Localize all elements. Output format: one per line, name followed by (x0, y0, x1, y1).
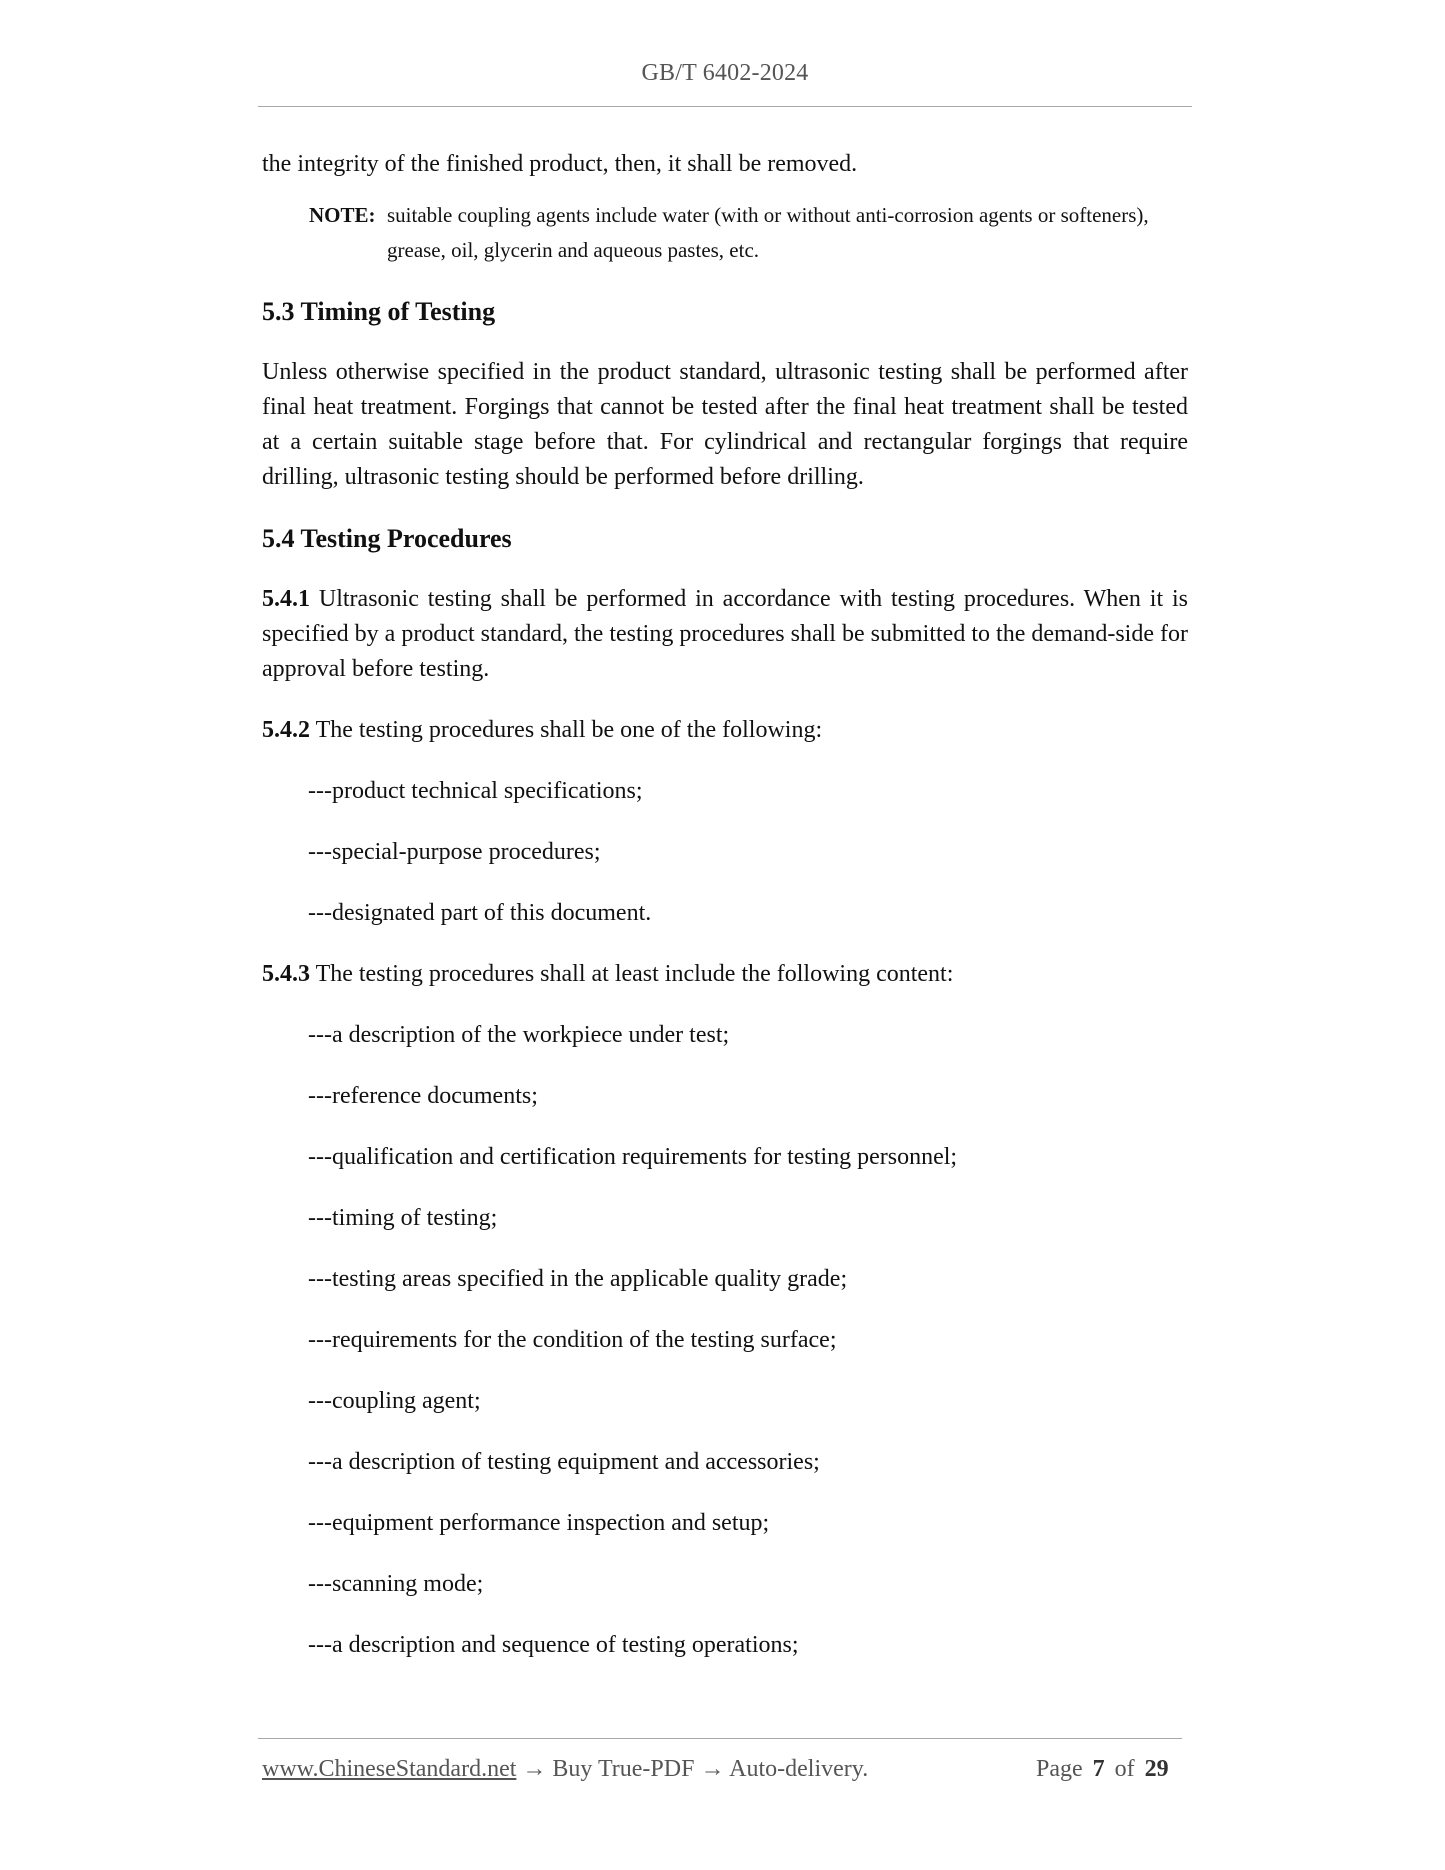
list-item: ---a description of testing equipment and accessories; (308, 1449, 820, 1475)
header-divider (258, 106, 1192, 107)
page-total: 29 (1144, 1756, 1169, 1782)
list-item: ---scanning mode; (308, 1571, 484, 1597)
list-item: ---requirements for the condition of the testing surface; (308, 1327, 837, 1353)
of-word: of (1114, 1756, 1135, 1782)
page-word: Page (1036, 1756, 1083, 1782)
note-text: suitable coupling agents include water (with or without anti-corrosion agents or softeners), grease, oil, glycerin and aqueous pastes, etc. (387, 203, 1149, 262)
footer-promo (262, 1756, 868, 1783)
clause-text: The testing procedures shall at least include the following content: (315, 961, 954, 987)
clause-5-4-1 (262, 582, 1188, 687)
page-current: 7 (1092, 1756, 1105, 1782)
section-heading-5-3: 5.3 Timing of Testing (262, 297, 496, 326)
list-item: ---a description and sequence of testing operations; (308, 1632, 799, 1658)
note-label: NOTE: (309, 203, 376, 227)
arrow-icon: → (522, 1756, 547, 1782)
list-item: ---equipment performance inspection and setup; (308, 1510, 770, 1536)
footer-divider (258, 1738, 1182, 1739)
intro-paragraph: the integrity of the finished product, then, it shall be removed. (262, 151, 858, 177)
page-number (1036, 1756, 1169, 1783)
clause-text: Ultrasonic testing shall be performed in accordance with testing procedures. When it is specified by a product standard, the testing procedures shall be submitted to the demand-side for approval before testing. (262, 586, 1188, 682)
clause-5-4-3 (262, 957, 1188, 992)
clause-5-4-2 (262, 713, 1188, 748)
buy-text: Buy True-PDF (552, 1756, 695, 1782)
list-item: ---qualification and certification requirements for testing personnel; (308, 1144, 958, 1170)
note-block (309, 198, 1188, 268)
website-link[interactable]: www.ChineseStandard.net (262, 1756, 517, 1782)
list-item: ---reference documents; (308, 1083, 538, 1109)
clause-number: 5.4.2 (262, 717, 310, 743)
clause-text: The testing procedures shall be one of the following: (315, 717, 823, 743)
page-header: GB/T 6402-2024 (641, 60, 809, 86)
list-item: ---product technical specifications; (308, 778, 643, 804)
list-item: ---special-purpose procedures; (308, 839, 601, 865)
list-item: ---a description of the workpiece under test; (308, 1022, 730, 1048)
delivery-text: Auto-delivery. (729, 1756, 869, 1782)
list-item: ---testing areas specified in the applicable quality grade; (308, 1266, 848, 1292)
clause-number: 5.4.1 (262, 586, 310, 612)
section-heading-5-4: 5.4 Testing Procedures (262, 524, 512, 553)
list-item: ---designated part of this document. (308, 900, 652, 926)
section-5-3-paragraph: Unless otherwise specified in the product standard, ultrasonic testing shall be performed after final heat treatment. Forgings that cannot be tested after the final heat treatment shall be tested at a certain suitable stage before that. For cylindrical and rectangular forgings that require drilling, ultrasonic testing should be performed before drilling. (262, 359, 1188, 490)
clause-number: 5.4.3 (262, 961, 310, 987)
page-content (262, 147, 1188, 1663)
list-item: ---coupling agent; (308, 1388, 481, 1414)
arrow-icon: → (700, 1756, 725, 1782)
list-item: ---timing of testing; (308, 1205, 498, 1231)
